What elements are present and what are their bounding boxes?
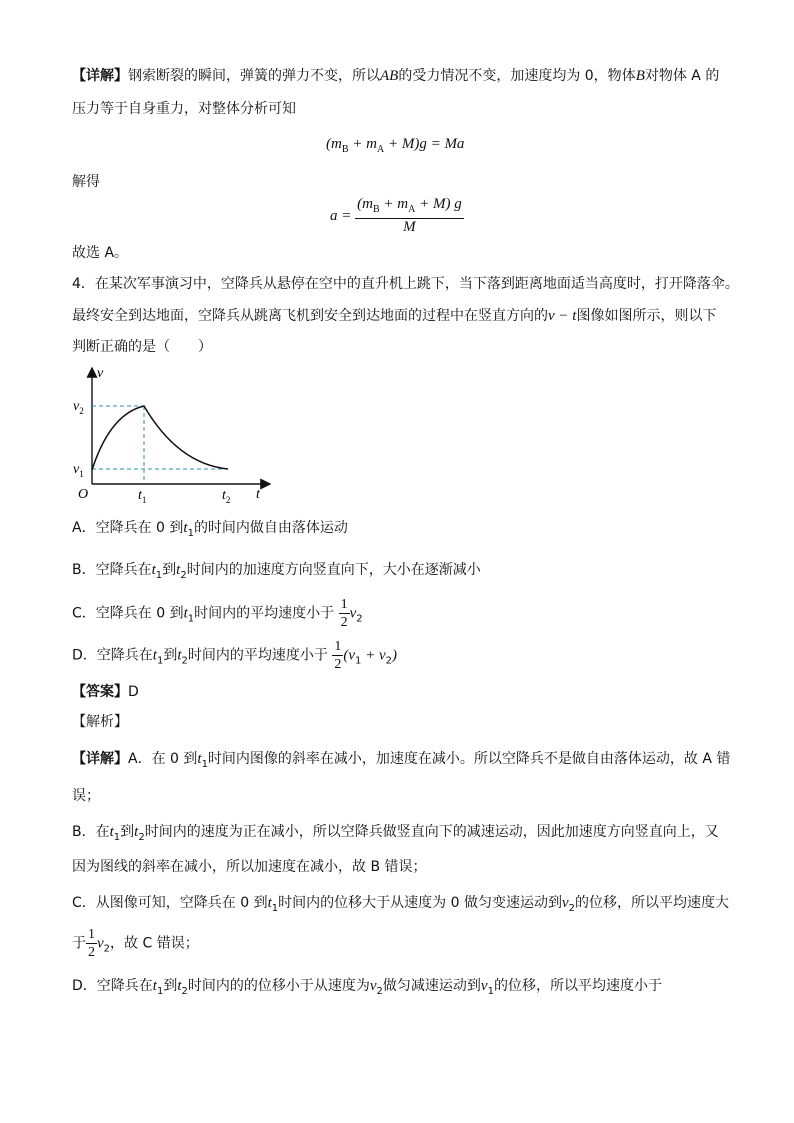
- question-line2: 最终安全到达地面，空降兵从跳离飞机到安全到达地面的过程中在竖直方向的v − t图像如图所示，则以下: [72, 308, 717, 324]
- v1-label: $v_1$: [73, 462, 84, 479]
- equation-2-fraction: $\frac{(m_B + m_A + M) g}{M}$: [357, 196, 462, 235]
- detail1-line1: 【详解】钢索断裂的瞬间，弹簧的弹力不变，所以AB的受力情况不变，加速度均为 0，物体B对物体 A 的: [72, 68, 720, 84]
- y-axis-label: v: [97, 366, 104, 381]
- detail1-line2: 压力等于自身重力，对整体分析可知: [72, 101, 296, 117]
- analysis-label: 【解析】: [72, 714, 128, 730]
- choose-answer: 故选 A。: [72, 245, 129, 261]
- detail2-c-fraction: $\frac{1}{2}$: [88, 927, 95, 960]
- equation-2: a = $\frac{(m_B + m_A + M) g}{M}$: [330, 196, 462, 235]
- question-line3: 判断正确的是（ ）: [72, 339, 212, 355]
- vt-graph: [70, 362, 280, 504]
- detail2-a-line2: 误；: [72, 788, 100, 804]
- answer-line: 【答案】D: [72, 684, 139, 700]
- option-a: A．空降兵在 0 到$t_1$的时间内做自由落体运动: [72, 520, 348, 539]
- detail2-b-line1: B．在$t_1$到$t_2$时间内的速度为正在减小，所以空降兵做竖直向下的减速运动，因此加速度方向竖直向上，又: [72, 824, 719, 843]
- option-c-fraction: $\frac{1}{2}$: [340, 597, 348, 630]
- v2-label: $v_2$: [73, 399, 84, 416]
- detail2-c-line1: C．从图像可知，空降兵在 0 到$t_1$时间内的位移大于从速度为 0 做匀变速运动到$v_2$的位移，所以平均速度大: [72, 895, 729, 914]
- question-line1: 4．在某次军事演习中，空降兵从悬停在空中的直升机上跳下，当下落到距离地面适当高度时，打开降落伞。: [72, 276, 739, 292]
- vt-curve: [92, 406, 228, 470]
- t2-label: $t_2$: [222, 488, 231, 504]
- t1-label: $t_1$: [138, 488, 147, 504]
- detail2-a-line1: 【详解】A．在 0 到$t_1$时间内图像的斜率在减小，加速度在减小。所以空降兵不是做自由落体运动，故 A 错: [72, 751, 731, 770]
- detail2-c-line2: 于 $\frac{1}{2}$ $v_2$，故 C 错误；: [72, 927, 199, 960]
- detail2-b-line2: 因为图线的斜率在减小，所以加速度在减小，故 B 错误；: [72, 859, 427, 875]
- solve-label: 解得: [72, 174, 100, 190]
- x-axis-label: t: [256, 487, 260, 502]
- origin-label: O: [78, 487, 89, 502]
- option-d-fraction: $\frac{1}{2}$: [334, 639, 342, 672]
- equation-1: $(m_B + m_A + M)g = Ma$: [326, 136, 465, 155]
- detail2-d-line1: D．空降兵在$t_1$到$t_2$时间内的的位移小于从速度为$v_2$做匀减速运动到$v_1$的位移，所以平均速度小于: [72, 978, 662, 997]
- option-b: B．空降兵在$t_1$到$t_2$时间内的加速度方向竖直向下，大小在逐渐减小: [72, 562, 481, 581]
- option-d: D．空降兵在$t_1$到$t_2$时间内的平均速度小于 $\frac{1}{2}$ $(v_1 + v_2)$: [72, 639, 398, 672]
- option-c: C．空降兵在 0 到$t_1$时间内的平均速度小于 $\frac{1}{2}$ $v_2$: [72, 597, 363, 630]
